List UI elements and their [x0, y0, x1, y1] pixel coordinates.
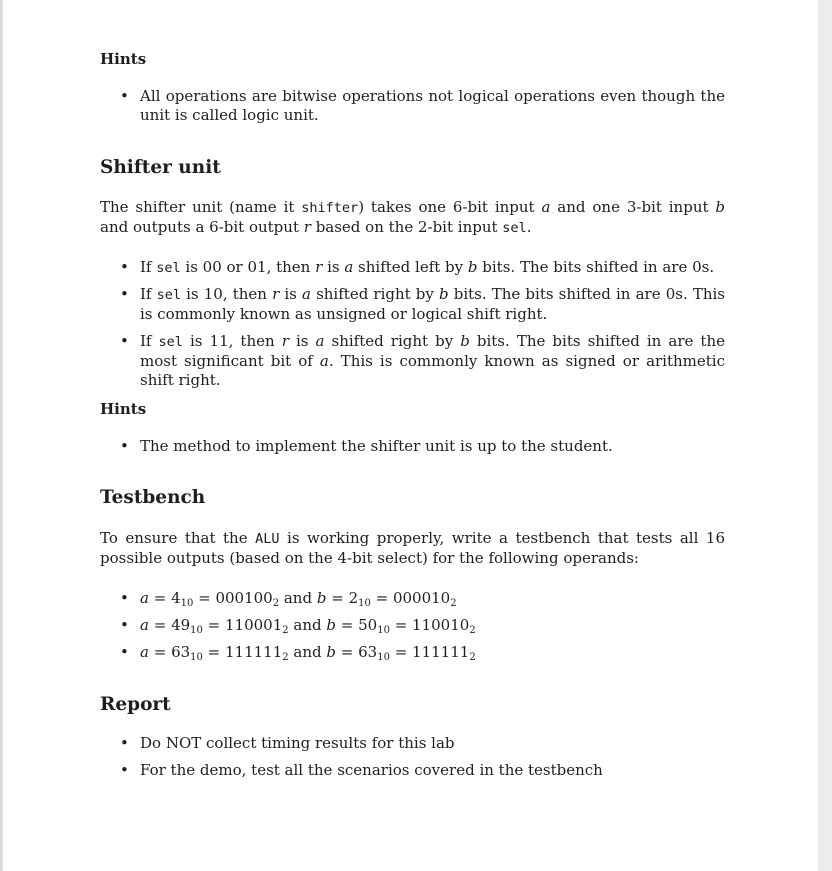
bullet-icon: • [120, 258, 129, 276]
list-item [120, 437, 725, 456]
code-shifter: shifter [301, 200, 359, 216]
list-item [120, 643, 725, 662]
operand-equation: $a = 49_{10} = 110001_2$ and $b = 50_{10} = 110010_2$ [140, 616, 476, 636]
section-heading-shifter: Shifter unit [100, 157, 221, 178]
bullet-icon: • [120, 437, 129, 455]
code-alu: ALU [255, 531, 280, 547]
bullet-icon: • [120, 616, 129, 634]
section-heading-testbench: Testbench [100, 487, 206, 508]
bullet-text: For the demo, test all the scenarios covered in the testbench [140, 761, 603, 779]
list-item [120, 589, 725, 608]
bullet-icon: • [120, 643, 129, 661]
list-item [120, 761, 725, 780]
list-item [120, 616, 725, 635]
bullet-icon: • [120, 761, 129, 779]
list-item [120, 734, 725, 753]
bullet-icon: • [120, 589, 129, 607]
hints-heading: Hints [100, 400, 147, 418]
bullet-icon: • [120, 734, 129, 752]
code-sel: sel [502, 220, 527, 236]
testbench-intro: To ensure that the ALU is working properly, write a testbench that tests all 16 possible outputs (based on the 4-bit select) for the following operands: [100, 529, 725, 567]
bullet-icon: • [120, 285, 129, 303]
section-heading-report: Report [100, 694, 171, 715]
list-item [120, 87, 725, 125]
document-page [2, 0, 818, 871]
bullet-text: If sel is 10, then r is a shifted right by b bits. The bits shifted in are 0s. This is commonly known as unsigned or logical shift right. [140, 285, 725, 323]
bullet-text: If sel is 11, then r is a shifted right by b bits. The bits shifted in are the most significant bit of a. This is commonly known as signed or arithmetic shift right. [140, 332, 725, 389]
bullet-icon: • [120, 332, 129, 350]
shifter-intro: The shifter unit (name it shifter) takes one 6-bit input a and one 3-bit input b and outputs a 6-bit output r based on the 2-bit input sel. [100, 198, 725, 236]
list-item [120, 258, 725, 278]
bullet-text: Do NOT collect timing results for this lab [140, 734, 455, 752]
list-item [120, 332, 725, 390]
hints-heading: Hints [100, 50, 147, 68]
bullet-text: If sel is 00 or 01, then r is a shifted left by b bits. The bits shifted in are 0s. [140, 258, 715, 276]
bullet-icon: • [120, 87, 129, 105]
operand-equation: $a = 63_{10} = 111111_2$ and $b = 63_{10} = 111111_2$ [140, 643, 476, 663]
operand-equation: $a = 4_{10} = 000100_2$ and $b = 2_{10} = 000010_2$ [140, 589, 457, 609]
bullet-text: The method to implement the shifter unit is up to the student. [140, 437, 613, 455]
list-item [120, 285, 725, 324]
bullet-text: All operations are bitwise operations not logical operations even though the unit is called logic unit. [140, 87, 725, 124]
scrollbar[interactable] [818, 0, 832, 871]
